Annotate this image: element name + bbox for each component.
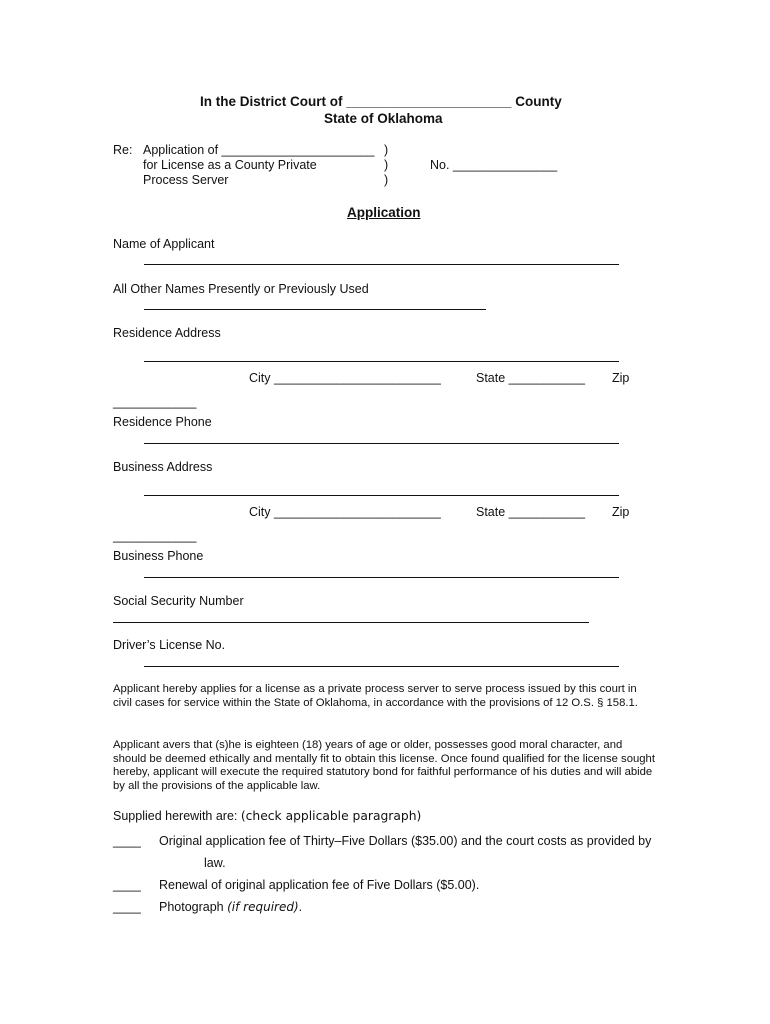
item3-check-blank[interactable]: ____ bbox=[113, 900, 141, 914]
supplied-note: (check applicable paragraph) bbox=[240, 809, 422, 823]
business-zip-label: Zip bbox=[612, 505, 630, 519]
supplied-label: Supplied herewith are: bbox=[113, 809, 238, 823]
other-names-label: All Other Names Presently or Previously Used bbox=[113, 282, 369, 296]
process-server-line: Process Server bbox=[143, 173, 229, 187]
business-zip-blank[interactable]: ____________ bbox=[113, 529, 197, 543]
county-blank[interactable]: ______________________ bbox=[346, 94, 512, 109]
residence-phone-line[interactable] bbox=[144, 443, 619, 444]
court-heading-prefix: In the District Court of bbox=[200, 94, 343, 109]
business-city-field[interactable]: City ________________________ bbox=[249, 505, 441, 519]
caption-paren: ) bbox=[384, 173, 389, 187]
business-phone-line[interactable] bbox=[144, 577, 619, 578]
business-address-line[interactable] bbox=[144, 495, 619, 496]
court-heading-county: County bbox=[515, 94, 562, 109]
state-heading: State of Oklahoma bbox=[324, 111, 443, 126]
item3 bbox=[159, 900, 302, 914]
business-address-label: Business Address bbox=[113, 460, 213, 474]
business-state-field[interactable]: State ___________ bbox=[476, 505, 586, 519]
residence-address-line[interactable] bbox=[144, 361, 619, 362]
drivers-license-line[interactable] bbox=[144, 666, 619, 667]
supplied-herewith bbox=[113, 809, 421, 823]
drivers-license-label: Driver’s License No. bbox=[113, 638, 226, 652]
ssn-label: Social Security Number bbox=[113, 594, 244, 608]
item1-check-blank[interactable]: ____ bbox=[113, 834, 141, 848]
application-of-line[interactable]: Application of ______________________ bbox=[143, 143, 375, 157]
residence-address-label: Residence Address bbox=[113, 326, 221, 340]
case-number[interactable]: No. _______________ bbox=[430, 158, 558, 172]
item3-end: . bbox=[298, 900, 303, 914]
ssn-line[interactable] bbox=[113, 622, 589, 623]
re-label: Re: bbox=[113, 143, 133, 157]
application-paragraph: Applicant hereby applies for a license as a private process server to serve process issued by this court in civil cases for service within the State of Oklahoma, in accordance with the provisions of 12 O.S. § 158.1. bbox=[113, 683, 638, 709]
application-title: Application bbox=[347, 205, 421, 220]
name-of-applicant-label: Name of Applicant bbox=[113, 237, 215, 251]
residence-city-field[interactable]: City ________________________ bbox=[249, 371, 441, 385]
residence-phone-label: Residence Phone bbox=[113, 415, 212, 429]
item3-note: (if required) bbox=[227, 900, 299, 914]
name-of-applicant-line[interactable] bbox=[144, 264, 619, 265]
residence-zip-blank[interactable]: ____________ bbox=[113, 395, 197, 409]
residence-zip-label: Zip bbox=[612, 371, 630, 385]
residence-state-field[interactable]: State ___________ bbox=[476, 371, 586, 385]
item2-check-blank[interactable]: ____ bbox=[113, 878, 141, 892]
license-line: for License as a County Private bbox=[143, 158, 317, 172]
averment-paragraph: Applicant avers that (s)he is eighteen (18) years of age or older, possesses good moral character, and should be deemed ethically and mentally fit to obtain this license. Once found qualified for the license sought hereby, applicant will execute the required statutory bond for faithful performance of his duties and will abide by all the provisions of the applicable law. bbox=[113, 739, 655, 792]
caption-paren: ) bbox=[384, 158, 389, 172]
business-phone-label: Business Phone bbox=[113, 549, 204, 563]
other-names-line[interactable] bbox=[144, 309, 486, 310]
caption-paren: ) bbox=[384, 143, 389, 157]
item1-text: Original application fee of Thirty–Five Dollars ($35.00) and the court costs as provided by bbox=[159, 834, 652, 848]
item1-text-cont: law. bbox=[204, 856, 226, 870]
court-heading bbox=[200, 94, 562, 109]
item2-text: Renewal of original application fee of Five Dollars ($5.00). bbox=[159, 878, 480, 892]
item3-text: Photograph bbox=[159, 900, 224, 914]
